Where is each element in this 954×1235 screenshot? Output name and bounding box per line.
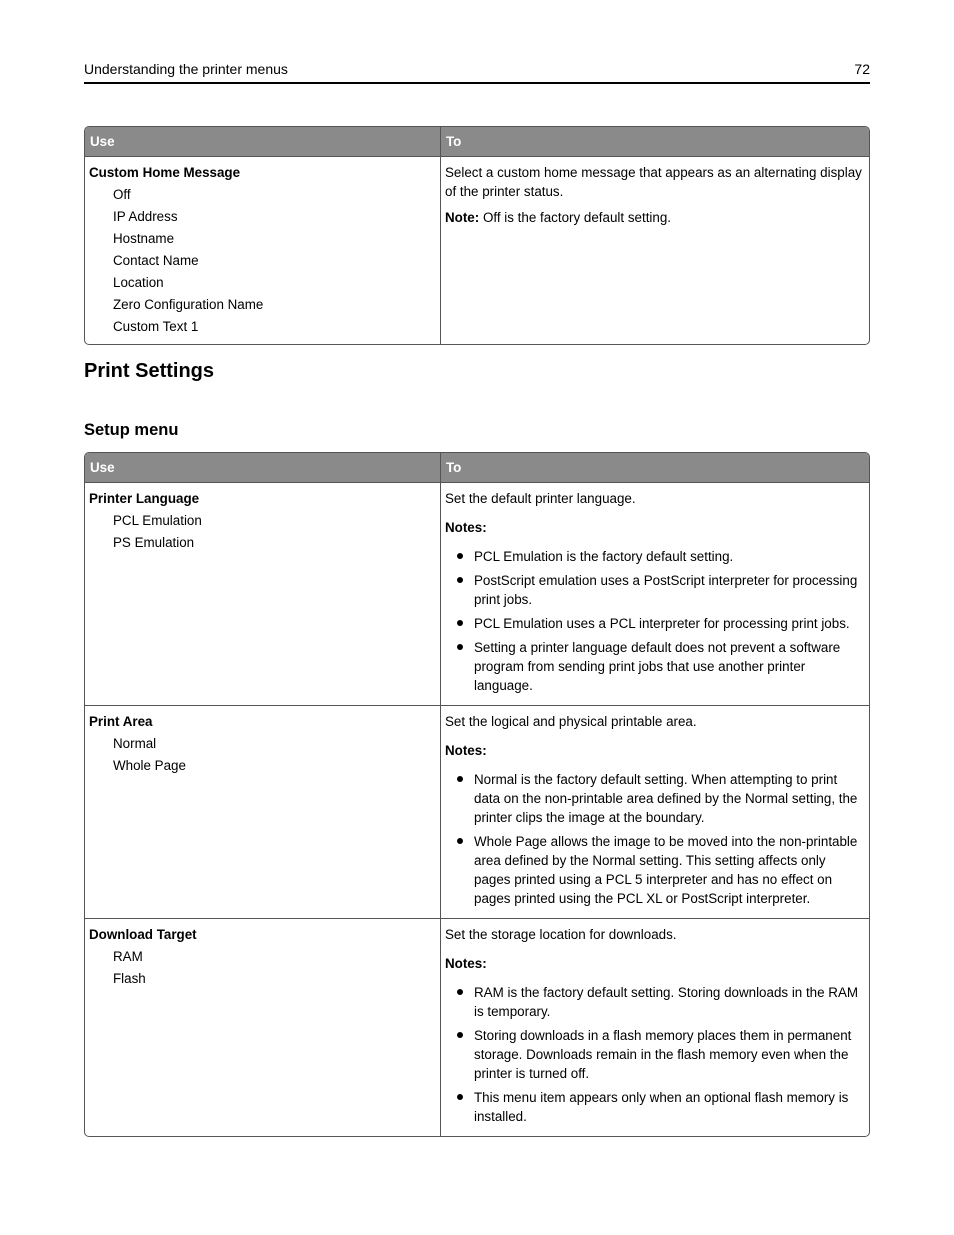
option-item: Flash: [113, 971, 146, 986]
note-text: Normal is the factory default setting. When attempting to print data on the non-printable area defined by the Normal setting, the printer clips the image at the boundary.: [474, 772, 858, 825]
bullet-icon: [457, 577, 463, 583]
note-text: This menu item appears only when an optional flash memory is installed.: [474, 1090, 849, 1124]
note-text: Whole Page allows the image to be moved into the non-printable area defined by the Normal setting. This setting affects only pages printed using a PCL 5 interpreter and has no effect on pages printed using the PCL XL or PostScript interpreter.: [474, 834, 858, 906]
setting-description: Select a custom home message that appears as an alternating display of the printer status.: [445, 165, 862, 199]
note-item: [445, 614, 865, 633]
setting-description: Set the logical and physical printable area.: [445, 714, 697, 729]
note-item: [445, 638, 865, 695]
notes-label: Notes:: [445, 520, 487, 535]
note-item: [445, 983, 865, 1021]
option-item: Whole Page: [113, 758, 186, 773]
notes-list: [445, 770, 865, 908]
note-text: PCL Emulation is the factory default setting.: [474, 549, 734, 564]
custom-home-message-table: [84, 126, 870, 345]
table-row: [85, 918, 869, 1136]
note-text: RAM is the factory default setting. Storing downloads in the RAM is temporary.: [474, 985, 859, 1019]
bullet-icon: [457, 776, 463, 782]
notes-list: [445, 983, 865, 1126]
use-cell: [85, 482, 441, 705]
setting-name: Download Target: [89, 927, 197, 942]
notes-list: [445, 547, 865, 695]
subsection-title: Setup menu: [84, 421, 179, 439]
bullet-icon: [457, 838, 463, 844]
use-cell: [85, 705, 441, 918]
bullet-icon: [457, 989, 463, 995]
table-row: [85, 156, 869, 344]
option-item: Off: [113, 187, 131, 202]
note-text: Setting a printer language default does not prevent a software program from sending print jobs that use another printer language.: [474, 640, 841, 693]
option-item: Zero Configuration Name: [113, 297, 264, 312]
note-item: [445, 547, 865, 566]
bullet-icon: [457, 620, 463, 626]
use-cell: [85, 918, 441, 1136]
setting-description: Set the storage location for downloads.: [445, 927, 677, 942]
notes-label: Notes:: [445, 743, 487, 758]
note-item: [445, 1026, 865, 1083]
to-cell: [441, 918, 869, 1136]
note-text: PCL Emulation uses a PCL interpreter for processing print jobs.: [474, 616, 850, 631]
note-item: [445, 832, 865, 908]
option-item: Normal: [113, 736, 157, 751]
to-cell: [441, 705, 869, 918]
header-title: Understanding the printer menus: [84, 61, 288, 77]
bullet-icon: [457, 1032, 463, 1038]
section-title: Print Settings: [84, 360, 215, 382]
note-text: Storing downloads in a flash memory places them in permanent storage. Downloads remain in the flash memory even when the printer is turned off.: [474, 1028, 852, 1081]
option-item: RAM: [113, 949, 143, 964]
to-cell: [441, 482, 869, 705]
note-item: [445, 571, 865, 609]
table-row: [85, 705, 869, 918]
bullet-icon: [457, 553, 463, 559]
note-item: [445, 1088, 865, 1126]
option-item: Hostname: [113, 231, 175, 246]
option-item: PCL Emulation: [113, 513, 202, 528]
notes-label: Notes:: [445, 956, 487, 971]
page-number: 72: [854, 61, 870, 77]
note-text: Off is the factory default setting.: [479, 210, 672, 225]
use-cell: [85, 156, 441, 344]
option-item: Contact Name: [113, 253, 199, 268]
setup-menu-table: [84, 452, 870, 1137]
note-label: Note:: [445, 210, 480, 225]
column-header-use: Use: [85, 453, 441, 482]
option-item: IP Address: [113, 209, 178, 224]
setting-description: Set the default printer language.: [445, 491, 636, 506]
setting-name: Custom Home Message: [89, 165, 241, 180]
setting-name: Print Area: [89, 714, 153, 729]
table-row: [85, 482, 869, 705]
note: [445, 208, 865, 227]
setting-name: Printer Language: [89, 491, 200, 506]
column-header-to: To: [441, 127, 869, 156]
bullet-icon: [457, 1094, 463, 1100]
note-text: PostScript emulation uses a PostScript interpreter for processing print jobs.: [474, 573, 858, 607]
option-item: PS Emulation: [113, 535, 195, 550]
column-header-to: To: [441, 453, 869, 482]
to-cell: [441, 156, 869, 344]
option-item: Location: [113, 275, 164, 290]
column-header-use: Use: [85, 127, 441, 156]
running-header: [84, 60, 870, 84]
note-item: [445, 770, 865, 827]
option-item: Custom Text 1: [113, 319, 199, 334]
bullet-icon: [457, 644, 463, 650]
